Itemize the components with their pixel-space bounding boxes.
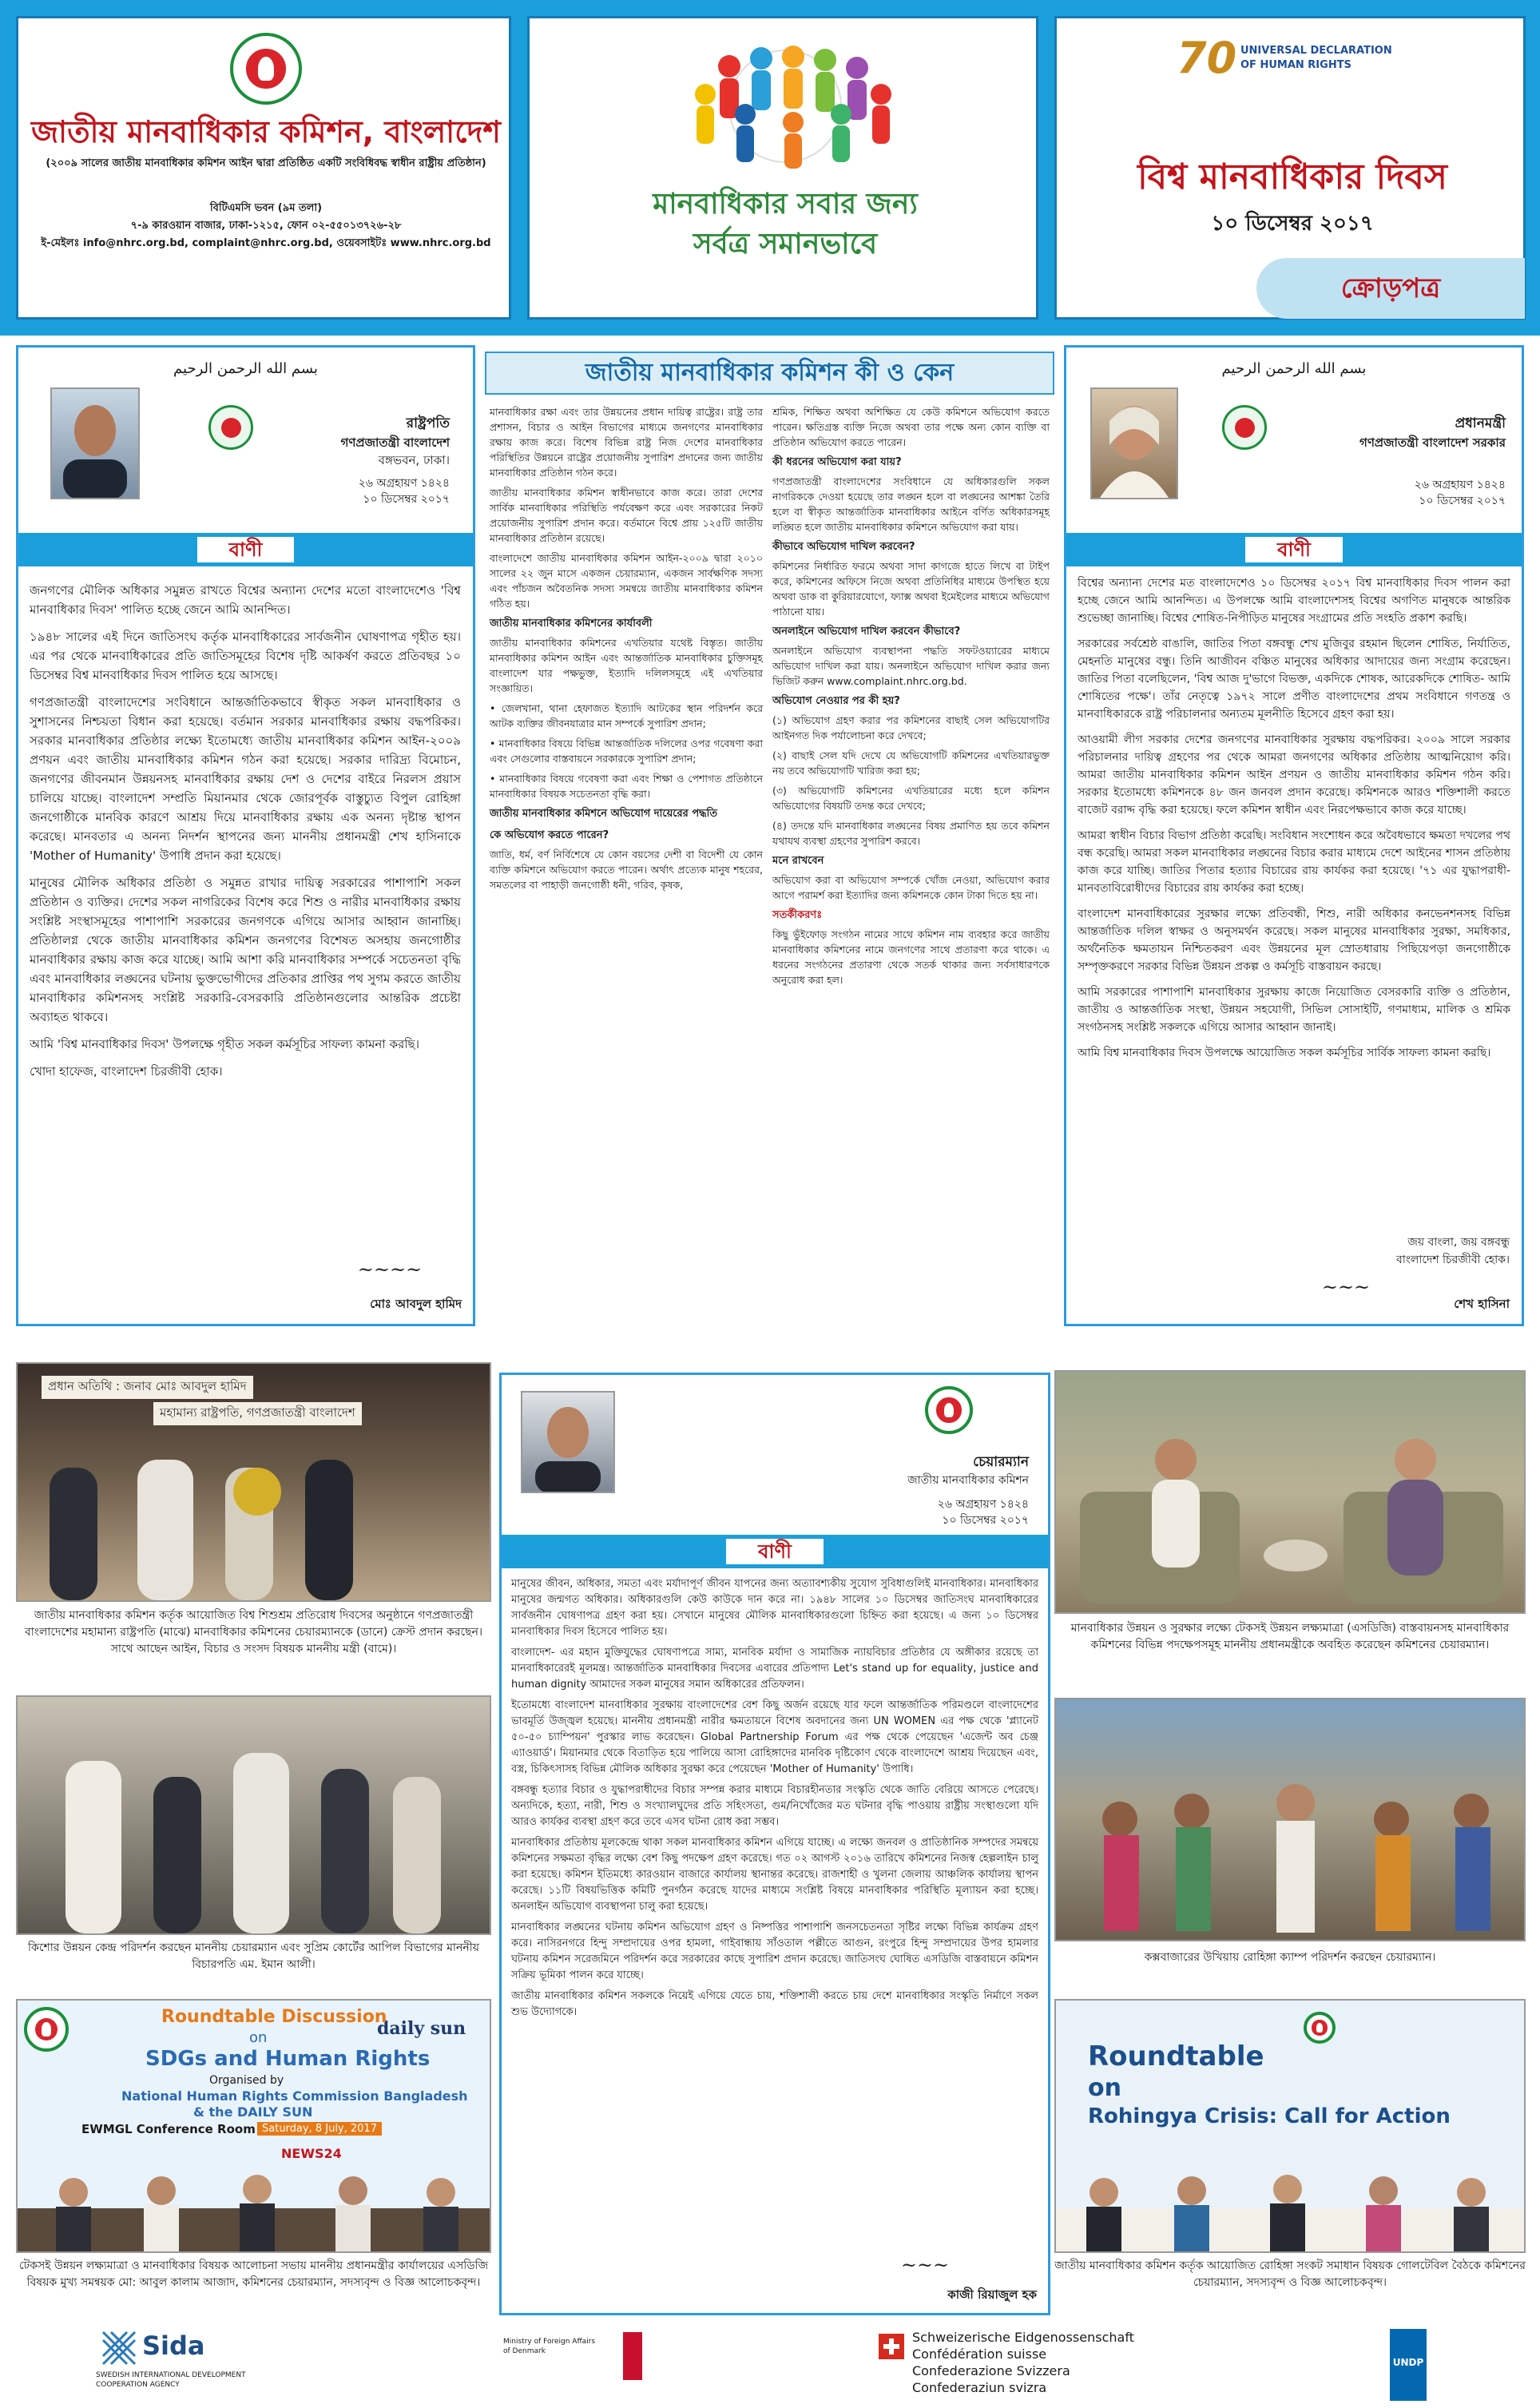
president-title: রাষ্ট্রপতি [406, 415, 450, 431]
chairman-photo [521, 1391, 615, 1493]
paragraph: বাংলাদেশ মানবাধিকারের সুরক্ষার লক্ষ্যে প্রতিবন্ধী, শিশু, নারী অধিকার কনভেনশনসহ বিভিন্ন আন্তর্জাতিক দলিল স্বাক্ষর ও অনুসমর্থন করেছে। সকল মানুষের মানবাধিকার সুরক্ষা, সমধিকার, অর্থনৈতিক ক্ষমতায়ন নিশ্চিতকরণ এবং উন্নয়নের মূল স্রোতধারায় পিছিয়েপড়া জনগোষ্ঠীকে সম্পৃক্তকরণে সরকার বিভিন্ন উন্নয়ন প্রকল্প ও কর্মসূচি বাস্তবায়ন করছে। [1078, 908, 1510, 973]
commission-info [485, 345, 1054, 1326]
slogan-line-2: সর্বত্র সমানভাবে [693, 228, 878, 260]
president-signature: মোঃ আবদুল হামিদ [370, 1297, 462, 1311]
pm-signature-mark: ~~~ [1321, 1276, 1371, 1298]
pm-message [1064, 345, 1524, 1326]
answer: কমিশনের নির্ধারিত ফরমে অথবা সাদা কাগজে হাতে লিখে বা টাইপ করে, কমিশনের অফিসে নিজে অথবা প্রতিনিধির মাধ্যমে উপস্থিত হয়ে অথবা ডাক বা কুরিয়ারযোগে, ফ্যাক্স অথবা ইমেইলের মাধ্যমে অভিযোগ পাঠানো যায়। [772, 560, 1050, 618]
roundtable-org-3: & the DAILY SUN [193, 2104, 313, 2120]
pm-signature: শেখ হাসিনা [1454, 1297, 1510, 1311]
paragraph: আমি বিশ্ব মানবাধিকার দিবস উপলক্ষে আয়োজিত সকল কর্মসূচির সার্বিক সাফল্য কামনা করছি। [1078, 1047, 1491, 1059]
nhrc-logo [1304, 2012, 1336, 2044]
pm-date-2: ১০ ডিসেম্বর ২০১৭ [1419, 495, 1506, 507]
info-column-2 [772, 404, 1050, 992]
sponsor-footer [0, 2321, 1540, 2408]
photo-president-event [16, 1362, 491, 1602]
photo-kishor-visit [16, 1695, 491, 1935]
paragraph: গণপ্রজাতন্ত্রী বাংলাদেশের সংবিধানে আন্তর্জাতিকভাবে স্বীকৃত সকল মানবাধিকার ও সুশাসনের নিশ্চয়তা বিধান করা হয়েছে। বর্তমান সরকার মানবাধিকার রক্ষায় বদ্ধপরিকর। সরকার মানবাধিকার প্রতিষ্ঠার লক্ষ্যে ইতোমধ্যে জাতীয় মানবাধিকার কমিশন আইন-২০০৯ প্রণয়ন এবং জাতীয় মানবাধিকার কমিশন গঠন করা হয়েছে। সরকার দারিদ্র্য বিমোচন, জনগণের জীবনমান উন্নয়নসহ মানবাধিকার রক্ষায় দেশ ও দেশের বাইরে নিরলস প্রয়াস চালিয়ে যাচ্ছে। বাংলাদেশ সম্প্রতি মিয়ানমার থেকে জোরপূর্বক বাস্তুচ্যুত বিপুল রোহিঙ্গা জনগোষ্ঠীকে মানবিক কারণে আশ্রয় দিয়ে মানবাধিকার রক্ষায় এক অনন্য দৃষ্টান্ত স্থাপন করেছে। মানবতার এ অনন্য নিদর্শন স্থাপনের জন্য মাননীয় প্রধানমন্ত্রী শেখ হাসিনাকে 'Mother of Humanity' উপাধি প্রদান করা হয়েছে। [30, 695, 461, 863]
answer: অনলাইনে অভিযোগ ব্যবস্থাপনা পদ্ধতি সফটওয়্যারের মাধ্যমে অভিযোগ দাখিল করা যায়। অনলাইনে অভিযোগ দাখিল করার জন্য ভিজিট করুন www.complaint.nhrc.org.bd. [772, 645, 1050, 687]
chairman-body [511, 1576, 1038, 2025]
roundtable-date: Saturday, 8 July, 2017 [257, 2122, 382, 2136]
photo-overlay-1: প্রধান অতিথি : জনাব মোঃ আবদুল হামিদ [42, 1376, 253, 1399]
bangladesh-seal-icon [208, 405, 253, 450]
answer: অভিযোগ করা বা অভিযোগ সম্পর্কে খোঁজ নেওয়া, অভিযোগ করার আগে পরামর্শ করা ইত্যাদির জন্য কমিশনকে কোন টাকা দিতে হয় না। [772, 874, 1050, 901]
commission-subtitle: (২০০৯ সালের জাতীয় মানবাধিকার কমিশন আইন দ্বারা প্রতিষ্ঠিত একটি সংবিধিবদ্ধ স্বাধীন রাষ্ট্রীয় প্রতিষ্ঠান) [46, 157, 486, 169]
paragraph: মানুষের জীবন, অধিকার, সমতা এবং মর্যাদাপূর্ণ জীবন যাপনের জন্য অত্যাবশ্যকীয় সুযোগ সুবিধাগুলিই মানবাধিকার। মানবাধিকার মানুষের জন্মগত অধিকার। অধিকারগুলি কেউ কাউকে দান করে না। ১৯৪৮ সালের ১০ ডিসেম্বর জাতিসংঘ মানবাধিকারের সার্বজনীন ঘোষণাপত্র গ্রহণ করা হয়। সেখানে মানুষের মৌলিক মানবাধিকারগুলো চিহ্নিত করা হয়েছে। এ জন্য ১০ ডিসেম্বর মানবাধিকার দিবস হিসেবে পালিত হয়। [511, 1578, 1038, 1638]
slogan-box [527, 16, 1038, 320]
paragraph: জাতি, ধর্ম, বর্ণ নির্বিশেষে যে কোন বয়সের দেশী বা বিদেশী যে কোন ব্যক্তি কমিশনে অভিযোগ করতে পারেন। অর্থাৎ প্রত্যেক মানুষ শহরের, সমতলের বা পাহাড়ী জনগোষ্ঠী ধনী, গরিব, কৃষক, [490, 848, 763, 891]
bismillah: بسم الله الرحمن الرحيم [173, 360, 318, 377]
roundtable-on: on [1088, 2074, 1121, 2102]
swiss-line-1: Schweizerische Eidgenossenschaft [912, 2330, 1134, 2345]
supplement-tag: ক্রোড়পত্র [1256, 258, 1525, 319]
paragraph: বিশ্বের অন্যান্য দেশের মত বাংলাদেশেও ১০ ডিসেম্বর ২০১৭ বিশ্ব মানবাধিকার দিবস পালন করা হচ্ছে জেনে আমি আনন্দিত। এ উপলক্ষে আমি বাংলাদেশসহ বিশ্বের অগণিত মানুষকে আন্তরিক শুভেচ্ছা জানাচ্ছি। বিশ্বের শোষিত-নিপীড়িত মানুষের সংগ্রামের প্রতি সংহতি প্রকাশ করছি। [1078, 577, 1510, 625]
nhrc-logo [230, 33, 302, 105]
list-item: (১) অভিযোগ গ্রহণ করার পর কমিশনের বাছাই সেল অভিযোগটির আইনগত দিক পর্যালোচনা করে দেখবে; [772, 714, 1050, 741]
people-circle-icon [625, 34, 945, 170]
chairman-org: জাতীয় মানবাধিকার কমিশন [907, 1474, 1029, 1487]
question: কী ধরনের অভিযোগ করা যায়? [772, 456, 902, 468]
pm-gov: গণপ্রজাতন্ত্রী বাংলাদেশ সরকার [1359, 435, 1506, 450]
subheading: জাতীয় মানবাধিকার কমিশনের কার্যাবলী [490, 618, 653, 630]
roundtable-title: Roundtable [1088, 2040, 1264, 2072]
chairman-date-2: ১০ ডিসেম্বর ২০১৭ [942, 1514, 1029, 1527]
info-heading: জাতীয় মানবাধিকার কমিশন কী ও কেন [485, 352, 1054, 395]
undp-logo: UNDP [1390, 2329, 1427, 2401]
bani-label: বাণী [196, 535, 296, 564]
photo-sdg-roundtable [16, 1999, 491, 2253]
paragraph: জাতীয় মানবাধিকার কমিশন সকলকে নিয়েই এগিয়ে যেতে চায়, শক্তিশালী করতে চায় দেশে মানবাধিকার সংস্কৃতি নির্মাণে সকল শুভ উদ্যোগকে। [511, 1990, 1038, 2018]
paragraph: খোদা হাফেজ, বাংলাদেশ চিরজীবী হোক। [30, 1064, 223, 1079]
commission-header-box [16, 16, 511, 320]
address-line-1: বিটিএমসি ভবন (৯ম তলা) [209, 202, 323, 214]
roundtable-venue: EWMGL Conference Room [81, 2122, 256, 2136]
paragraph: বঙ্গবন্ধু হত্যার বিচার ও যুদ্ধাপরাধীদের বিচার সম্পন্ন করার মাধ্যমে বিচারহীনতার সংস্কৃতি থেকে জাতি বেরিয়ে আসতে পেরেছে। অন্যদিকে, হত্যা, নারী, শিশু ও সংখ্যালঘুদের প্রতি সহিংসতা, গুম/নিখোঁজের মত ঘটনার বৃদ্ধি পাওয়ায় রাষ্ট্রীয় সংস্থাগুলো যদি আরও কার্যকর ব্যবস্থা গ্রহণ করে তবে এসব ঘটনা রোধ করা সম্ভব। [511, 1784, 1038, 1828]
roundtable-org-2: National Human Rights Commission Bangladesh [121, 2088, 468, 2104]
bullet-item: • মানবাধিকার বিষয়ে বিভিন্ন আন্তর্জাতিক দলিলের ওপর গবেষণা করা এবং সেগুলোর বাস্তবায়নে সরকারকে সুপারিশ প্রদান; [490, 737, 763, 765]
bani-bar [502, 1535, 1048, 1568]
chairman-message [499, 1373, 1050, 2315]
list-item: (৪) তদন্তে যদি মানবাধিকার লঙ্ঘনের বিষয় প্রমাণিত হয় তবে কমিশন যথাযথ ব্যবস্থা গ্রহণের সুপারিশ করবে। [772, 820, 1050, 847]
address-line-2: ৭-৯ কারওয়ান বাজার, ঢাকা-১২১৫, ফোন ০২-৫৫০১৩৭২৬-২৮ [130, 220, 402, 232]
denmark-crown-icon [623, 2332, 642, 2380]
pm-date-1: ২৬ অগ্রহায়ণ ১৪২৪ [1414, 479, 1506, 491]
swiss-flag-icon [879, 2334, 904, 2359]
photo-rohingya-roundtable [1054, 1999, 1526, 2253]
bismillah: بسم الله الرحمن الرحيم [1221, 360, 1367, 377]
paragraph: জাতীয় মানবাধিকার কমিশনের এখতিয়ার যথেষ্ট বিস্তৃত। জাতীয় মানবাধিকার কমিশন আইন এবং আন্তর্জাতিক মানবাধিকার চুক্তিসমূহ বাংলাদেশ যার পক্ষভুক্ত, ইত্যাদি দলিলসমূহে এই এখতিয়ার সংজ্ঞায়িত। [490, 637, 763, 694]
photo-caption: কক্সবাজারের উখিয়ায় রোহিঙ্গা ক্যাম্প পরিদর্শন করছেন চেয়ারম্যান। [1144, 1951, 1436, 1964]
pm-title: প্রধানমন্ত্রী [1455, 415, 1506, 431]
contact-line: ই-মেইলঃ info@nhrc.org.bd, complaint@nhrc.org.bd, ওয়েবসাইটঃ www.nhrc.org.bd [41, 237, 491, 249]
nhrc-logo [925, 1386, 973, 1434]
day-date: ১০ ডিসেম্বর ২০১৭ [1211, 212, 1374, 236]
day-title: বিশ্ব মানবাধিকার দিবস [1137, 157, 1447, 197]
question: কীভাবে অভিযোগ দাখিল করবেন? [772, 541, 915, 553]
daily-sun-logo: daily sun [377, 2018, 466, 2039]
swiss-line-2: Confédération suisse [912, 2346, 1047, 2362]
president-date-2: ১০ ডিসেম্বর ২০১৭ [363, 493, 450, 506]
paragraph: আমি 'বিশ্ব মানবাধিকার দিবস' উপলক্ষে গৃহীত সকল কর্মসূচির সাফল্য কামনা করছি। [30, 1037, 419, 1051]
bani-bar [18, 533, 473, 566]
paragraph: বাংলাদেশে জাতীয় মানবাধিকার কমিশন আইন-২০০৯ দ্বারা ২০১০ সালের ২২ জুন মাসে একজন চেয়ারম্যান, একজন সার্বক্ষণিক সদস্য এবং পাঁচজন অবৈতনিক সদস্য সমন্বয়ে জাতীয় মানবাধিকার কমিশন গঠিত হয়। [490, 552, 763, 610]
chairman-date-1: ২৬ অগ্রহায়ণ ১৪২৪ [937, 1498, 1029, 1511]
udhr-years: 70 [1177, 33, 1237, 83]
roundtable-topic: SDGs and Human Rights [145, 2047, 431, 2071]
paragraph: আমরা স্বাধীন বিচার বিভাগ প্রতিষ্ঠা করেছি। সংবিধান সংশোধন করে অবৈধভাবে ক্ষমতা দখলের পথ বন্ধ করেছি। আমরা সকল মানবাধিকার লঙ্ঘনের বিচার করার মাধ্যমে দেশে আইনের শাসন প্রতিষ্ঠায় কাজ করে যাচ্ছি। জাতির পিতার হত্যার বিচারের রায় কার্যকর করা হয়েছে। '৭১ এর যুদ্ধাপরাধী-মানবতাবিরোধীদের বিচারের রায় কার্যকর করা হচ্ছে। [1078, 829, 1510, 895]
chairman-signature: কাজী রিয়াজুল হক [947, 2287, 1037, 2302]
slogan-line-1: মানবাধিকার সবার জন্য [653, 188, 918, 221]
president-body [30, 581, 461, 1089]
question: অনলাইনে অভিযোগ দাখিল করবেন কীভাবে? [772, 626, 961, 638]
paragraph: শ্রমিক, শিক্ষিত অথবা অশিক্ষিত যে কেউ কমিশনে অভিযোগ করতে পারেন। ক্ষতিগ্রস্ত ব্যক্তি নিজে অথবা তার পক্ষে অন্য কোন ব্যক্তি বা প্রতিষ্ঠান অভিযোগ করতে পারেন। [772, 406, 1050, 448]
bani-bar [1066, 533, 1522, 566]
swiss-line-3: Confederazione Svizzera [912, 2363, 1070, 2378]
photo-caption: কিশোর উন্নয়ন কেন্দ্র পরিদর্শন করছেন মাননীয় চেয়ারম্যান এবং সুপ্রিম কোর্টের আপিল বিভাগের মাননীয় বিচারপতি এম. ইমান আলী। [28, 1941, 479, 1971]
roundtable-org: Organised by [209, 2074, 284, 2087]
swiss-line-4: Confederaziun svizra [912, 2380, 1047, 2395]
news24-logo: NEWS24 [281, 2146, 342, 2161]
paragraph: বাংলাদেশ- এর মহান মুক্তিযুদ্ধের ঘোষণাপত্রে সাম্য, মানবিক মর্যাদা ও সামাজিক ন্যায়বিচার প্রতিষ্ঠার যে অঙ্গীকার রয়েছে তা মানবাধিকারেরই মূলমন্ত্র। আন্তর্জাতিক মানবাধিকার দিবসের এবারের প্রতিপাদ্য Let's stand up for equality, justice and human dignity আমাদের সকল মানুষের সমান অধিকারের প্রতিফলন। [511, 1647, 1038, 1691]
sida-subtitle: SWEDISH INTERNATIONAL DEVELOPMENT COOPERATION AGENCY [96, 2371, 246, 2389]
bullet-item: • জেলখানা, থানা হেফাজত ইত্যাদি আটকের স্থান পরিদর্শন করে আটক ব্যক্তির জীবনযাত্রার মান সম্পর্কে সুপারিশ প্রদান; [490, 702, 763, 729]
roundtable-on: on [249, 2029, 268, 2046]
president-date-1: ২৬ অগ্রহায়ণ ১৪২৪ [358, 477, 450, 490]
photo-caption: মানবাধিকার উন্নয়ন ও সুরক্ষার লক্ষ্যে টেকসই উন্নয়ন লক্ষ্যমাত্রা (এসডিজি) বাস্তবায়নসহ মানবাধিকার কমিশনের বিভিন্ন পদক্ষেপসমূহ মাননীয় প্রধানমন্ত্রীকে অবহিত করেছেন কমিশনের চেয়ারম্যান। [1070, 1622, 1510, 1651]
president-signature-mark: ~~~~ [357, 1258, 423, 1281]
president-photo [50, 387, 140, 499]
photo-caption: জাতীয় মানবাধিকার কমিশন কর্তৃক আয়োজিত বিশ্ব শিশুশ্রম প্রতিরোধ দিবসের অনুষ্ঠানে গণপ্রজাতন্ত্রী বাংলাদেশের মহামান্য রাষ্ট্রপতি (মাঝে) মানবাধিকার কমিশনের চেয়ারম্যানকে (ডানে) ক্রেস্ট প্রদান করছেন। সাথে আছেন আইন, বিচার ও সংসদ বিষয়ক মাননীয় মন্ত্রী (বামে)। [24, 1609, 483, 1655]
warning-heading: সতর্কীকরণঃ [772, 909, 823, 921]
bani-label: বাণী [1244, 535, 1344, 564]
roundtable-title: Roundtable Discussion [161, 2007, 387, 2027]
udhr-text: UNIVERSAL DECLARATION OF HUMAN RIGHTS [1240, 45, 1392, 71]
commission-name: জাতীয় মানবাধিকার কমিশন, বাংলাদেশ [31, 114, 501, 149]
subheading: জাতীয় মানবাধিকার কমিশনে অভিযোগ দায়েরের পদ্ধতি [490, 808, 718, 820]
pm-body [1078, 574, 1510, 1070]
photo-rohingya-camp [1054, 1698, 1526, 1941]
paragraph: সরকারের সর্বশ্রেষ্ঠ বাঙালি, জাতির পিতা বঙ্গবন্ধু শেখ মুজিবুর রহমান ছিলেন শোষিত, নির্যাতিত, মেহনতি মানুষের বন্ধু। তিনি আজীবন বঞ্চিত মানুষের অধিকার আদায়ের জন্য সংগ্রাম করেছেন। জাতির পিতা বলেছিলেন, 'বিশ্ব আজ দু'ভাগে বিভক্ত, একদিকে শোষক, আরেকদিকে শোষিত- আমি শোষিতের পক্ষে'। তাঁর নেতৃত্বে ১৯৭২ সালে প্রণীত বাংলাদেশের প্রথম সংবিধানে গণতন্ত্র ও মানবাধিকারকে রাষ্ট্র পরিচালনার অন্যতম মূলনীতি হিসেবে গ্রহণ করা হয়। [1078, 638, 1510, 721]
paragraph: মানবাধিকার লঙ্ঘনের ঘটনায় কমিশন অভিযোগ গ্রহণ ও নিষ্পত্তির পাশাপাশি জনসচেতনতা সৃষ্টির লক্ষ্যে বিভিন্ন কার্যক্রম গ্রহণ করে। নাসিরনগরে হিন্দু সম্প্রদায়ের ওপর হামলা, গাইবান্ধায় সাঁওতাল পল্লীতে আগুন, রংপুরে হিন্দু সম্প্রদায়ের উপর হামলার ঘটনায় কমিশন সরেজমিনে পরিদর্শন করে সরকারের কাছে সুপারিশ প্রদান করেছে। জাতিসংঘ ঘোষিত এসডিজি বাস্তবায়নে কমিশন সক্রিয় ভূমিকা পালন করে যাচ্ছে। [511, 1921, 1038, 1981]
paragraph: আওয়ামী লীগ সরকার দেশের জনগণের মানবাধিকার সুরক্ষায় বদ্ধপরিকর। ২০০৯ সালে সরকার পরিচালনার দায়িত্ব গ্রহণের পর থেকে আমরা জনগণের অধিকার প্রতিষ্ঠায় আত্মনিয়োগ করি। আমরা জাতীয় মানবাধিকার কমিশন আইন প্রণয়ন ও জাতীয় মানবাধিকার কমিশন গঠন করি। সরকার ইতোমধ্যে কমিশনকে ৪৮ জন জনবল প্রদান করেছে। কমিশনকে আরও শক্তিশালী করতে বাজেট বরাদ্দ বৃদ্ধি করা হয়েছে। ফলে কমিশন স্বাধীন এবং নিরপেক্ষভাবে কাজ করে যাচ্ছে। [1078, 733, 1510, 817]
roundtable-topic: Rohingya Crisis: Call for Action [1088, 2104, 1451, 2128]
question: মনে রাখবেন [772, 855, 824, 867]
president-gov: গণপ্রজাতন্ত্রী বাংলাদেশ [340, 435, 450, 450]
question: অভিযোগ নেওয়ার পর কী হয়? [772, 695, 900, 707]
list-item: (২) বাছাই সেল যদি দেখে যে অভিযোগটি কমিশনের এখতিয়ারভুক্ত নয় তবে অভিযোগটি খারিজ করা হয়; [772, 749, 1050, 777]
paragraph: মানবাধিকার রক্ষা এবং তার উন্নয়নের প্রধান দায়িত্ব রাষ্ট্রের। রাষ্ট্র তার প্রশাসন, বিচার ও আইন বিভাগের মাধ্যমে জনগণের মানবাধিকার রক্ষায় কাজ করে। বিশেষ বিভিন্ন রাষ্ট্র নিজ দেশের মানবাধিকার পরিস্থিতির উন্নয়নে রাষ্ট্রের প্রয়োজনীয় সুপারিশ প্রদানের জন্য জাতীয় মানবাধিকার প্রতিষ্ঠান গঠন করে। [490, 406, 763, 479]
bani-label: বাণী [724, 1537, 825, 1566]
photo-caption: জাতীয় মানবাধিকার কমিশন কর্তৃক আয়োজিত রোহিঙ্গা সংকট সমাধান বিষয়ক গোলটেবিল বৈঠকে কমিশনের চেয়ারম্যান, সদস্যবৃন্দ ও বিজ্ঞ আলোচকবৃন্দ। [1054, 2259, 1526, 2289]
photo-overlay-2: মহামান্য রাষ্ট্রপতি, গণপ্রজাতন্ত্রী বাংলাদেশ [153, 1402, 362, 1425]
paragraph: ইতোমধ্যে বাংলাদেশ মানবাধিকার সুরক্ষায় বাংলাদেশের বেশ কিছু অর্জন রয়েছে যার ফলে আন্তর্জাতিক পরিমণ্ডলে বাংলাদেশের ভাবমূর্তি উজ্জ্বল হয়েছে। মাননীয় প্রধানমন্ত্রী নারীর ক্ষমতায়নে বিশেষ অবদানের জন্য UN WOMEN এর পক্ষ থেকে 'প্ল্যানেট ৫০-৫০ চ্যাম্পিয়ন' পুরস্কার লাভ করেছেন। Global Partnership Forum এর পক্ষ থেকে পেয়েছেন 'এজেন্ট অব চেঞ্জ এ্যাওয়ার্ড'। মিয়ানমার থেকে বিতাড়িত হয়ে পালিয়ে আসা রোহিঙ্গাদের মানবিক দৃষ্টিকোণ থেকে বাংলাদেশে আশ্রয় দিয়েছেন এবং, বস্ত্র, চিকিৎসাসহ বিভিন্ন মৌলিক অধিকার সুরক্ষা করে পেয়েছেন 'Mother of Humanity' উপাধি। [511, 1699, 1038, 1775]
day-box [1054, 16, 1526, 320]
warning-text: কিছু ভুঁইফোড় সংগঠন নামের সাথে কমিশন নাম ব্যবহার করে জাতীয় মানবাধিকার কমিশনের নামে জনগণের সাথে প্রতারণা করে থাকে। এ ধরনের সংগঠনের প্রতারণা থেকে সতর্ক থাকার জন্য সর্বসাধারণকে অনুরোধ করা হল। [772, 928, 1050, 986]
answer: গণপ্রজাতন্ত্রী বাংলাদেশের সংবিধানে যে অধিকারগুলি সকল নাগরিককে দেওয়া হয়েছে তার লঙ্ঘন হলে বা লঙ্ঘনের আশঙ্কা তৈরি হলে বা স্বীকৃত আন্তর্জাতিক মানবাধিকার আইনে বর্ণিত অধিকারসমূহ লঙ্ঘিত হলে জাতীয় মানবাধিকার কমিশনে অভিযোগ করা যায়। [772, 475, 1050, 533]
paragraph: মানবাধিকার প্রতিষ্ঠায় মূলকেন্দ্রে থাকা সকল মানবাধিকার কমিশন এগিয়ে যাচ্ছে। এ লক্ষ্যে জনবল ও প্রাতিষ্ঠানিক সম্পদের সমন্বয়ে কমিশনের সক্ষমতা বৃদ্ধির লক্ষ্যে বেশ কিছু পদক্ষেপ গ্রহণ করেছে। গত ০২ আগস্ট ২০১৬ তারিখে কমিশনের নিজস্ব হেল্পলাইন চালু করা হয়েছে। কমিশন ইতিমধ্যে কারওয়ান বাজারে কার্যালয় স্থানান্তর করেছে। রাজশাহী ও খুলনা জেলায় আঞ্চলিক কার্যালয় স্থাপন করেছে। ১১টি বিষয়ভিত্তিক কমিটি পুনর্গঠন করেছে যাদের মাধ্যমে সংশ্লিষ্ট বিষয়ে মানবাধিকার পরিস্থিতি মূল্যায়ন করা হচ্ছে। অনলাইন অভিযোগ ব্যবস্থাপনা চালু করা হয়েছে। [511, 1837, 1038, 1913]
bangladesh-seal-icon [1222, 405, 1267, 450]
info-column-1 [490, 404, 763, 897]
denmark-text: Ministry of Foreign Affairs of Denmark [503, 2338, 596, 2355]
president-place: বঙ্গভবন, ঢাকা। [378, 453, 450, 467]
paragraph: মানুষের মৌলিক অধিকার প্রতিষ্ঠা ও সমুন্নত রাখার দায়িত্ব সরকারের পাশাপাশি সকল প্রতিষ্ঠান ও ব্যক্তির। দেশের সকল নাগরিকের বিশেষ করে শিশু ও নারীর মানবাধিকার রক্ষায় সংশ্লিষ্ট সংস্থাসমূহের পাশাপাশি সরকারের জনগণকে এগিয়ে আসার আহ্বান জানাচ্ছি। প্রতিষ্ঠালগ্ন থেকে জাতীয় মানবাধিকার কমিশন জনগণের বিশেষত অসহায় জনগোষ্ঠীর মানবাধিকার রক্ষায় কাজ করে যাচ্ছে। আমি আশা করি মানবাধিকার সম্পর্কে সচেতনতা বৃদ্ধি এবং মানবাধিকার লঙ্ঘনের ঘটনায় ভুক্তভোগীদের প্রতিকার প্রাপ্তির পথ সুগম করতে জাতীয় মানবাধিকার কমিশনসহ সংশ্লিষ্ট সরকারি-বেসরকারি প্রতিষ্ঠানগুলোর আন্তরিক প্রচেষ্টা অব্যাহত থাকবে। [30, 876, 461, 1024]
udhr-70-logo [1177, 33, 1416, 89]
chairman-signature-mark: ~~~ [900, 2254, 950, 2276]
sida-logo: Sida [142, 2331, 205, 2361]
subheading: কে অভিযোগ করতে পারেন? [490, 829, 609, 841]
list-item: (৩) অভিযোগটি কমিশনের এখতিয়ারের মধ্যে হলে কমিশন অভিযোগের বিষয়টি তদন্ত করে দেখবে; [772, 785, 1050, 812]
president-message [16, 345, 475, 1326]
sida-icon [100, 2329, 138, 2367]
photo-caption: টেকসই উন্নয়ন লক্ষ্যমাত্রা ও মানবাধিকার বিষয়ক আলোচনা সভায় মাননীয় প্রধানমন্ত্রীর কার্যালয়ের এসডিজি বিষয়ক মুখ্য সমন্বয়ক মো: আবুল কালাম আজাদ, কমিশনের চেয়ারম্যান, সদস্যবৃন্দ ও বিজ্ঞ আলোচকবৃন্দ। [18, 2259, 489, 2289]
pm-photo [1090, 387, 1178, 499]
paragraph: জনগণের মৌলিক অধিকার সমুন্নত রাখতে বিশ্বের অন্যান্য দেশের মতো বাংলাদেশেও 'বিশ্ব মানবাধিকার দিবস' পালিত হচ্ছে জেনে আমি আনন্দিত। [30, 583, 461, 617]
pm-closing-2: বাংলাদেশ চিরজীবী হোক। [1395, 1254, 1510, 1266]
pm-closing-1: জয় বাংলা, জয় বঙ্গবন্ধু [1407, 1236, 1510, 1249]
chairman-title: চেয়ারম্যান [973, 1454, 1029, 1470]
paragraph: ১৯৪৮ সালের এই দিনে জাতিসংঘ কর্তৃক মানবাধিকারের সার্বজনীন ঘোষণাপত্র গৃহীত হয়। এর পর থেকে মানবাধিকারের প্রতি জাতিসমূহের বিশেষ দৃষ্টি আকর্ষণ করতে প্রতিবছর ১০ ডিসেম্বর বিশ্ব মানবাধিকার দিবস পালিত হয়ে আসছে। [30, 630, 461, 682]
nhrc-logo [24, 2007, 69, 2052]
paragraph: জাতীয় মানবাধিকার কমিশন স্বাধীনভাবে কাজ করে। তারা দেশের সার্বিক মানবাধিকার পরিস্থিতি পর্যবেক্ষণ করে এবং সরকারের নিকট প্রয়োজনীয় সুপারিশ প্রদান করে। বর্তমানে বিশ্বে প্রায় ১২৫টি জাতীয় মানবাধিকার প্রতিষ্ঠান রয়েছে। [490, 487, 763, 544]
photo-pm-meeting [1054, 1370, 1526, 1614]
paragraph: আমি সরকারের পাশাপাশি মানবাধিকার সুরক্ষায় কাজে নিয়োজিত বেসরকারি ব্যক্তি ও প্রতিষ্ঠান, জাতীয় ও আন্তর্জাতিক সংস্থা, উন্নয়ন সহযোগী, সিভিল সোসাইটি, গণমাধ্যম, মালিক ও শ্রমিক সংগঠনসহ সংশ্লিষ্ট সকলকে এগিয়ে আসার আহ্বান জানাই। [1078, 986, 1510, 1034]
bullet-item: • মানবাধিকার বিষয়ে গবেষণা করা এবং শিক্ষা ও পেশাগত প্রতিষ্ঠানে মানবাধিকার বিষয়ক সচেতনতা বৃদ্ধি করা। [490, 773, 763, 800]
